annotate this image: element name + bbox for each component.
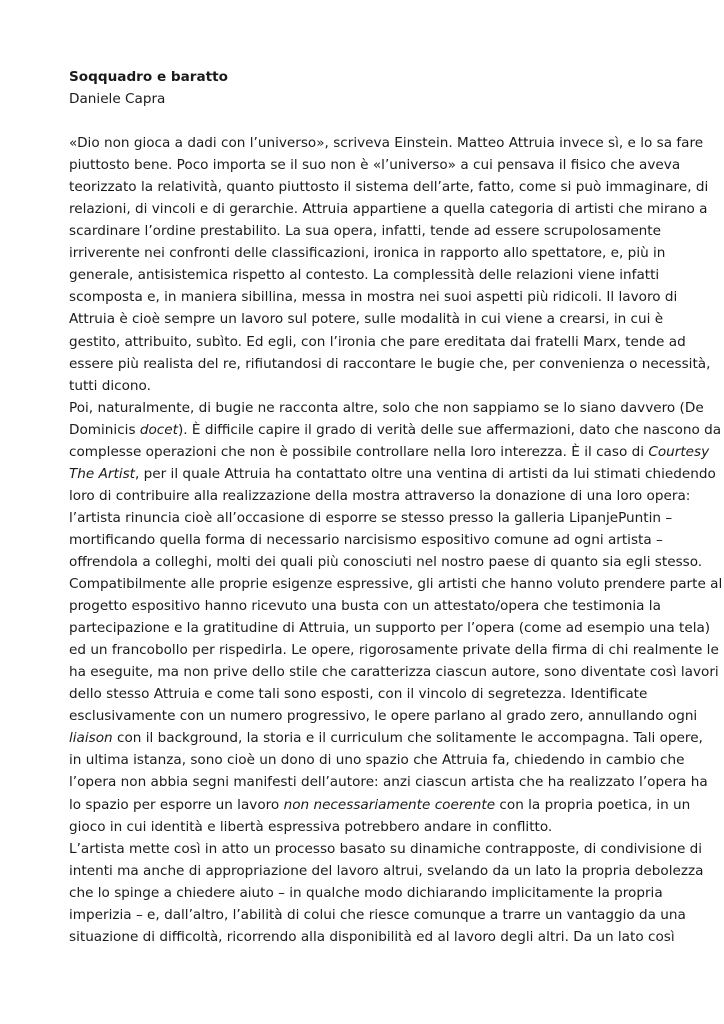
text-segment: «Dio non gioca a dadi con l’universo», scriveva Einstein. Matteo Attruia invece sì, e lo sa fare: [69, 135, 704, 152]
text-segment: essere più realista del re, rifiutandosi di raccontare le bugie che, per convenienza o necessità,: [69, 355, 711, 372]
text-segment: loro di contribuire alla realizzazione della mostra attraverso la donazione di una loro opera:: [69, 487, 691, 504]
text-line: [69, 551, 703, 573]
text-line: [69, 286, 678, 308]
text-line: [69, 375, 661, 397]
text-segment: irriverente nei confronti delle classificazioni, ironica in rapporto allo spettatore, e, più in: [69, 245, 666, 262]
text-line: [69, 683, 661, 705]
text-segment: in ultima istanza, sono cioè un dono di uno spazio che Attruia fa, chiedendo in cambio che: [69, 752, 685, 769]
text-segment: piuttosto bene. Poco importa se il suo non è «l’universo» a cui pensava il fisico che aveva: [69, 157, 681, 174]
text-segment: gioco in cui identità e libertà espressiva potrebbero andare in conflitto.: [69, 818, 553, 835]
text-line: [69, 397, 704, 419]
text-segment: Dominicis: [69, 421, 140, 438]
text-segment: ed un francobollo per rispedirla. Le opere, rigorosamente private della firma di chi realmente le: [69, 642, 719, 659]
paragraph: [69, 397, 723, 838]
text-line: [69, 507, 673, 529]
text-line: [69, 573, 723, 595]
text-segment: l’artista rinuncia cioè all’occasione di esporre se stesso presso la galleria LipanjePuntin –: [69, 509, 673, 526]
text-segment: con la propria poetica, in un: [495, 796, 691, 813]
text-line: [69, 749, 685, 771]
document-body: [69, 66, 723, 948]
text-segment: L’artista mette così in atto un processo basato su dinamiche contrapposte, di condivisione di: [69, 840, 703, 857]
paragraph: [69, 838, 704, 948]
text-line: [69, 463, 716, 485]
text-line: [69, 242, 666, 264]
text-line: [69, 639, 719, 661]
text-segment: mortificando quella forma di necessario narcisismo espositivo comune ad ogni artista –: [69, 531, 663, 548]
document-title: Soqquadro e baratto: [69, 69, 229, 85]
text-line: [69, 882, 661, 904]
text-segment: partecipazione e la gratitudine di Attruia, un supporto per l’opera (come ad esempio una tela): [69, 620, 711, 637]
text-line: [69, 198, 708, 220]
text-segment: teorizzato la relatività, quanto piuttosto il sistema dell’arte, fatto, come si può immaginare, di: [69, 179, 709, 196]
text-line: [69, 904, 686, 926]
text-segment: tutti dicono.: [69, 377, 151, 394]
text-segment: scomposta e, in maniera sibillina, messa in mostra nei suoi aspetti più ridicoli. Il lavoro di: [69, 289, 678, 306]
text-line: [69, 838, 703, 860]
text-line: [69, 661, 719, 683]
text-line: [69, 353, 711, 375]
text-line: [69, 331, 686, 353]
text-line: [69, 529, 661, 551]
text-line: [69, 705, 698, 727]
text-segment: gestito, attribuito, subìto. Ed egli, con l’ironia che pare ereditata dai fratelli Marx, tende ad: [69, 333, 686, 350]
text-line: [69, 794, 691, 816]
text-segment: complesse operazioni che non è possibile controllare nella loro interezza. È il caso di: [69, 443, 649, 460]
text-line: [69, 441, 710, 463]
text-line: [69, 816, 661, 838]
text-segment: dello stesso Attruia e come tali sono esposti, con il vincolo di segretezza. Identificate: [69, 686, 648, 703]
italic-text: liaison: [69, 730, 113, 747]
paragraph-list: [69, 132, 723, 948]
text-segment: con il background, la storia e il curriculum che solitamente le accompagna. Tali opere,: [112, 730, 703, 747]
text-line: [69, 264, 661, 286]
italic-text: The Artist: [69, 465, 136, 482]
text-segment: esclusivamente con un numero progressivo, le opere parlano al grado zero, annullando ogni: [69, 708, 698, 725]
text-segment: , per il quale Attruia ha contattato oltre una ventina di artisti da lui stimati chiedendo: [135, 465, 716, 482]
italic-text: non necessariamente coerente: [283, 796, 496, 813]
text-segment: Compatibilmente alle proprie esigenze espressive, gli artisti che hanno voluto prendere parte al: [69, 576, 723, 593]
text-segment: ). È difficile capire il grado di verità delle sue affermazioni, dato che nascono da: [177, 421, 722, 438]
text-line: [69, 617, 711, 639]
text-line: [69, 771, 708, 793]
text-segment: lo spazio per esporre un lavoro: [69, 796, 284, 813]
text-segment: Poi, naturalmente, di bugie ne racconta altre, solo che non sappiamo se lo siano davvero (De: [69, 399, 704, 416]
text-line: [69, 926, 675, 948]
text-segment: ha eseguite, ma non prive dello stile che caratterizza ciascun autore, sono diventate così lavori: [69, 664, 719, 681]
text-segment: Attruia è cioè sempre un lavoro sul potere, sulle modalità in cui viene a crearsi, in cui è: [69, 311, 664, 328]
text-line: [69, 132, 704, 154]
text-line: [69, 595, 661, 617]
text-segment: che lo spinge a chiedere aiuto – in qualche modo dichiarando implicitamente la propria: [69, 884, 663, 901]
text-line: [69, 220, 661, 242]
text-segment: imperizia – e, dall’altro, l’abilità di colui che riesce comunque a trarre un vantaggio da una: [69, 906, 686, 923]
text-line: [69, 154, 681, 176]
italic-text: docet: [139, 421, 178, 438]
text-segment: relazioni, di vincoli e di gerarchie. Attruia appartiene a quella categoria di artisti che mirano a: [69, 201, 708, 218]
text-line: [69, 176, 709, 198]
text-segment: progetto espositivo hanno ricevuto una busta con un attestato/opera che testimonia la: [69, 598, 661, 615]
text-line: [69, 860, 704, 882]
document-author: Daniele Capra: [69, 91, 166, 108]
text-segment: offrendola a colleghi, molti dei quali più conosciuti nel nostro paese di quanto sia egli stesso.: [69, 553, 703, 570]
italic-text: Courtesy: [648, 443, 710, 460]
paragraph: [69, 132, 711, 397]
text-line: [69, 308, 664, 330]
text-line: [69, 485, 691, 507]
text-segment: situazione di difficoltà, ricorrendo alla disponibilità ed al lavoro degli altri. Da un lato così: [69, 928, 675, 945]
text-segment: l’opera non abbia segni manifesti dell’autore: anzi ciascun artista che ha realizzato l’opera ha: [69, 774, 708, 791]
text-line: [69, 727, 703, 749]
text-segment: scardinare l’ordine prestabilito. La sua opera, infatti, tende ad essere scrupolosamente: [69, 223, 661, 240]
text-line: [69, 419, 722, 441]
text-segment: intenti ma anche di appropriazione del lavoro altrui, svelando da un lato la propria debolezza: [69, 862, 704, 879]
text-segment: generale, antisistemica rispetto al contesto. La complessità delle relazioni viene infatti: [69, 267, 660, 284]
